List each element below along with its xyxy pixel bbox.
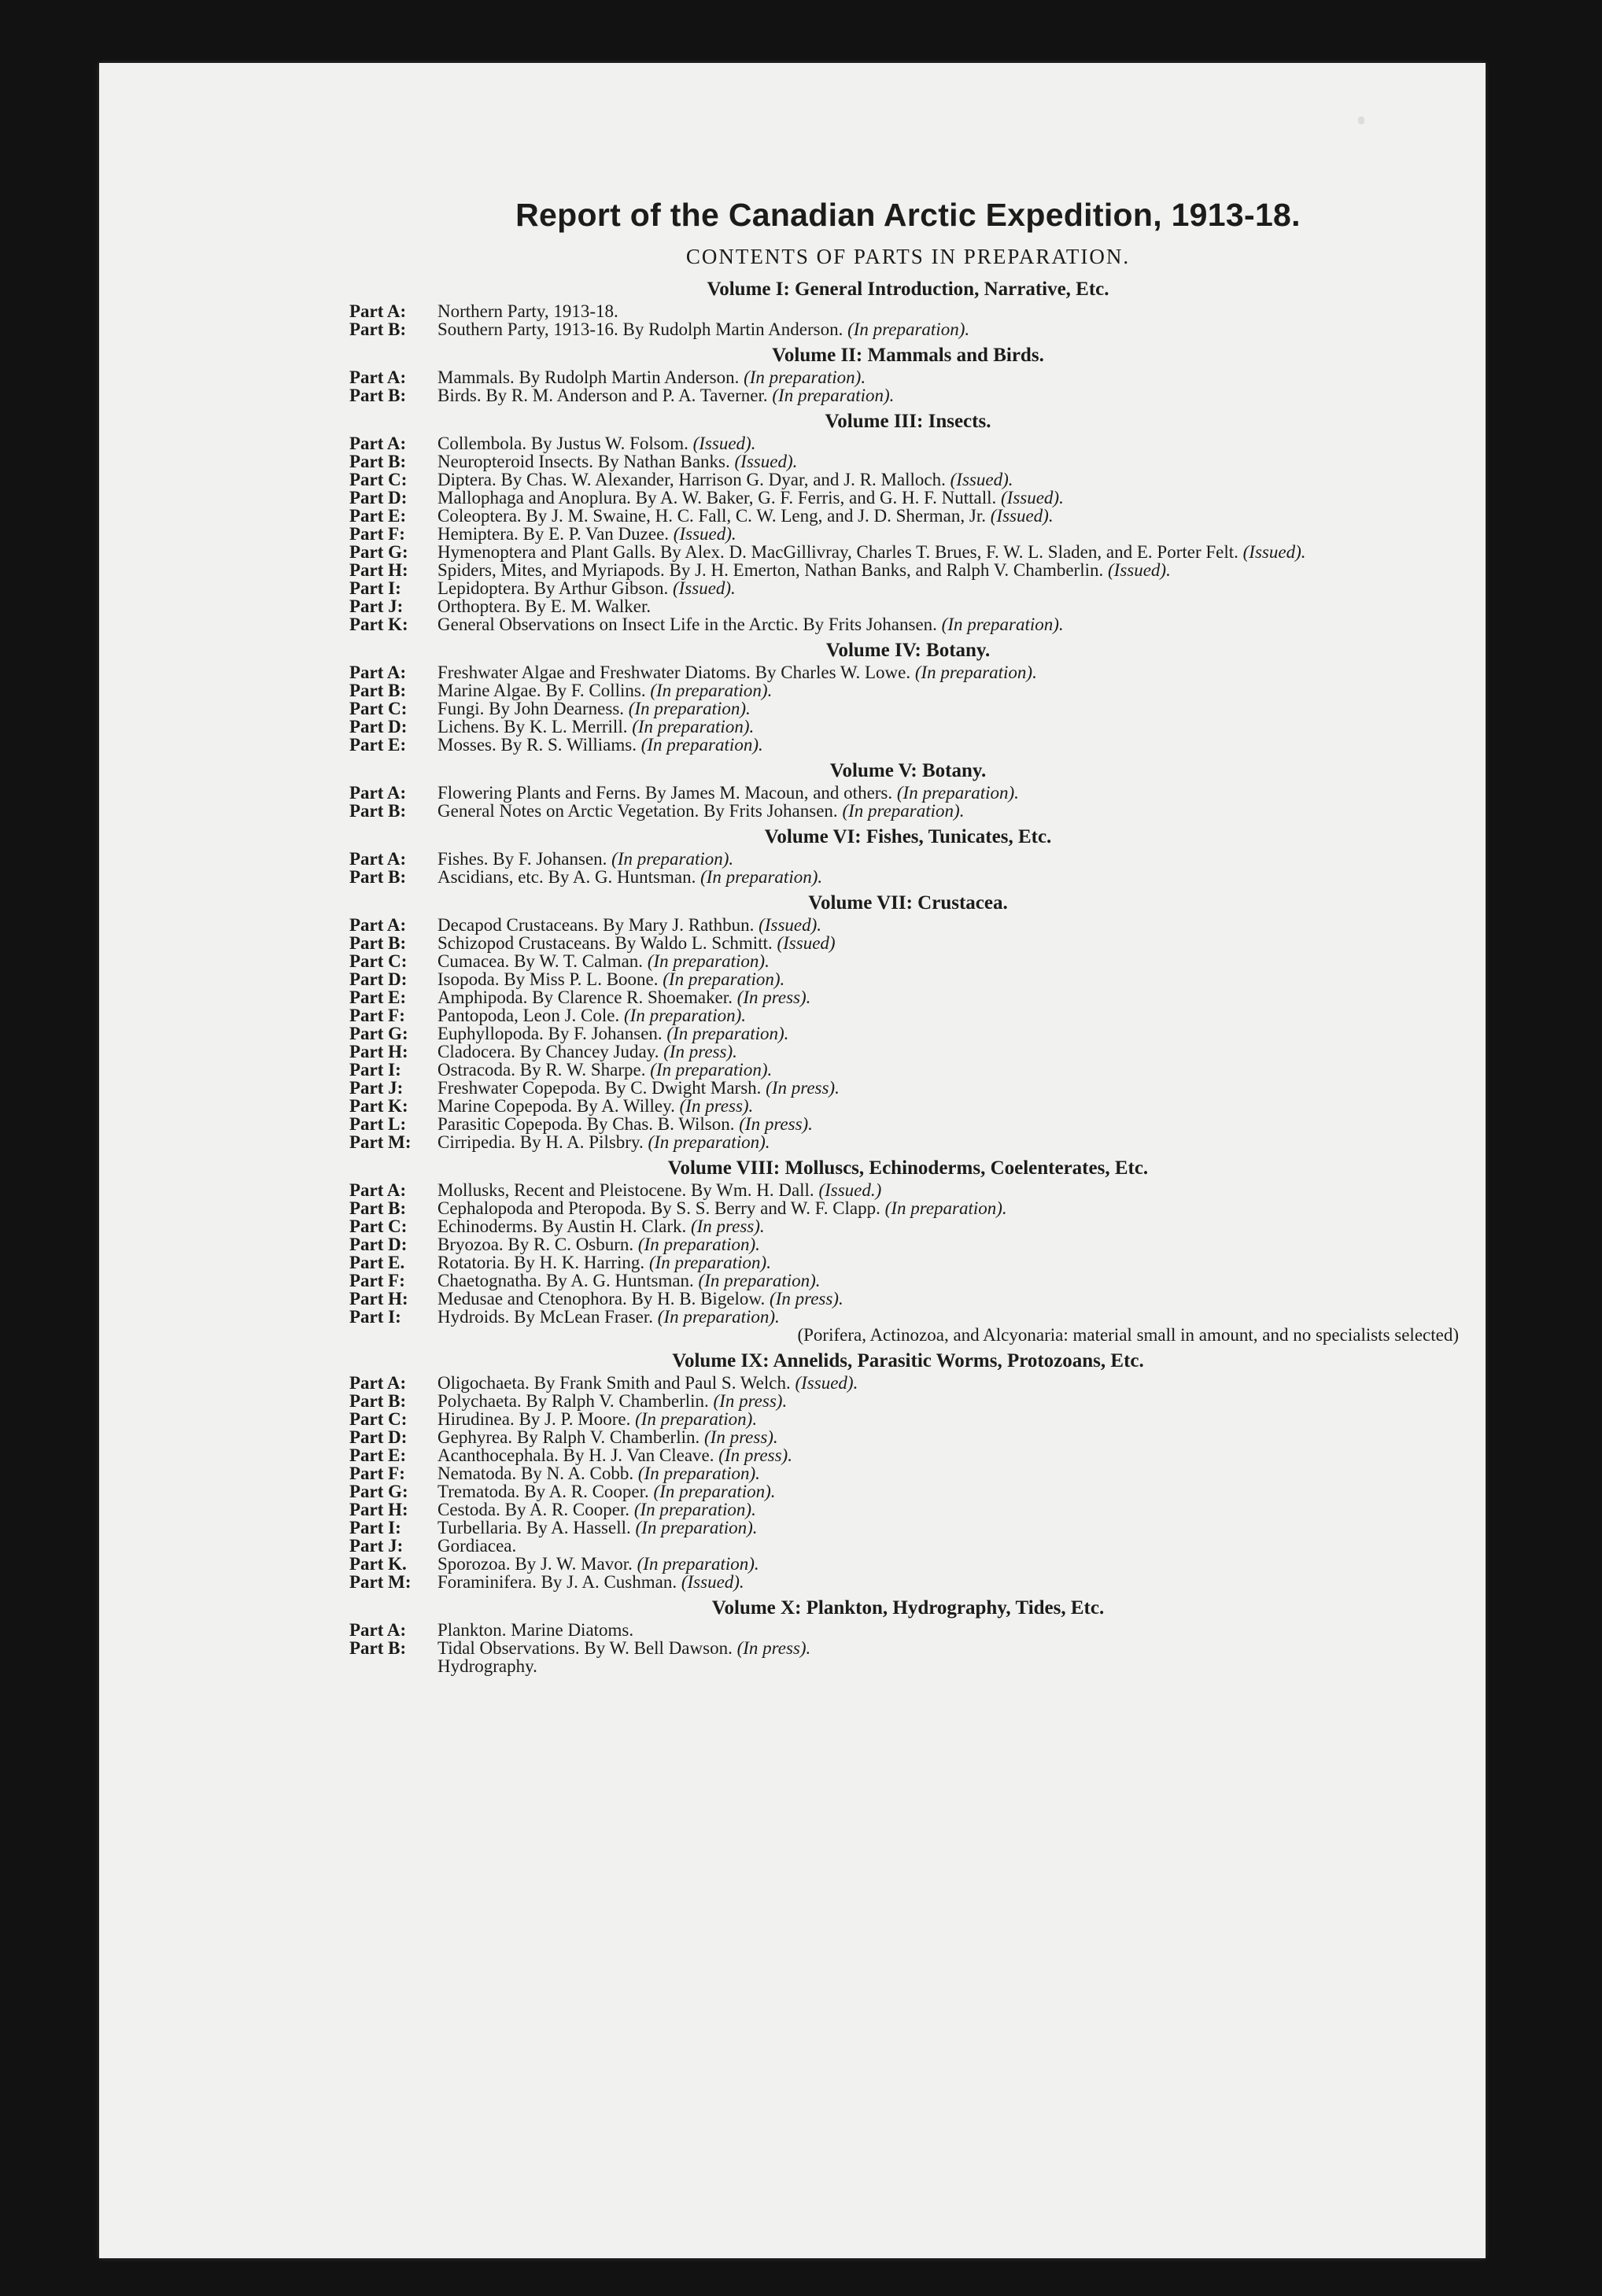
part-label: Part K: [349,615,408,634]
part-status: (In preparation). [635,1518,758,1537]
part-status: (In preparation). [648,1253,771,1272]
part-label: Part C: [349,699,408,718]
part-status: (In preparation). [896,783,1019,803]
part-label: Part I: [349,1060,401,1080]
part-entry [349,320,1467,338]
part-text: Spiders, Mites, and Myriapods. By J. H. Emerton, Nathan Banks, and Ralph V. Chamberlin. [437,560,1104,580]
part-status: (In preparation). [624,1006,747,1025]
part-label: Part K. [349,1554,407,1574]
part-entry [349,802,1467,820]
part-text: Neuropteroid Insects. By Nathan Banks. [437,452,730,471]
part-text: Trematoda. By A. R. Cooper. [437,1482,649,1501]
part-label: Part B: [349,681,407,700]
part-label: Part I: [349,578,401,598]
part-status: (In preparation). [663,969,785,989]
part-entry [349,489,1467,507]
part-entry [349,302,1467,320]
part-entry [349,615,1467,633]
part-entry [349,850,1467,868]
part-entry [349,386,1467,404]
part-label: Part J: [349,1078,404,1098]
part-text: Mollusks, Recent and Pleistocene. By Wm. H. Dall. [437,1180,814,1200]
part-label: Part H: [349,560,408,580]
part-label: Part H: [349,1289,408,1309]
part-label: Part A: [349,915,407,935]
part-text: Birds. By R. M. Anderson and P. A. Taverner. [437,386,768,405]
part-label: Part J: [349,596,404,616]
part-status: (In preparation). [640,735,763,755]
part-text: Tidal Observations. By W. Bell Dawson. [437,1638,733,1658]
volume-section [349,640,1467,754]
part-label: Part G: [349,1024,408,1043]
part-entry [349,597,1467,615]
part-status: (Issued). [950,470,1013,489]
part-text: Diptera. By Chas. W. Alexander, Harrison G. Dyar, and J. R. Malloch. [437,470,946,489]
part-entry [349,1639,1467,1675]
volume-heading: Volume VII: Crustacea. [808,892,1008,914]
part-status: (Issued). [673,524,736,544]
part-text: Hirudinea. By J. P. Moore. [437,1409,631,1429]
part-label: Part J: [349,1536,404,1556]
part-status: (In preparation). [744,367,866,387]
part-entry [349,970,1467,988]
volume-note: (Porifera, Actinozoa, and Alcyonaria: material small in amount, and no specialists selected) [797,1325,1459,1345]
part-status: (In press). [736,987,811,1007]
part-entry [349,1115,1467,1133]
part-entry [349,1217,1467,1235]
part-text: Echinoderms. By Austin H. Clark. [437,1216,687,1236]
part-entry [349,700,1467,718]
part-entry [349,434,1467,452]
part-text: Isopoda. By Miss P. L. Boone. [437,969,659,989]
part-entry [349,1410,1467,1428]
part-entry [349,452,1467,471]
part-entry [349,1272,1467,1290]
part-status: (In press). [770,1289,843,1309]
part-text: Plankton. Marine Diatoms. [437,1620,634,1640]
part-text: Parasitic Copepoda. By Chas. B. Wilson. [437,1114,735,1134]
part-label: Part H: [349,1500,408,1519]
part-entry [349,1024,1467,1043]
part-text: General Notes on Arctic Vegetation. By Frits Johansen. [437,801,838,821]
volume-section [349,892,1467,1151]
part-status: (In press). [679,1096,754,1116]
part-status: (In preparation). [842,801,965,821]
part-label: Part I: [349,1518,401,1537]
part-entry [349,681,1467,700]
part-text: Cirripedia. By H. A. Pilsbry. [437,1132,644,1152]
part-label: Part D: [349,717,408,736]
part-status: (In preparation). [653,1482,776,1501]
part-label: Part B: [349,867,407,887]
part-status: (In press). [663,1042,737,1061]
part-label: Part B: [349,452,407,471]
part-text: Polychaeta. By Ralph V. Chamberlin. [437,1391,709,1411]
part-status: (In preparation). [650,1060,773,1080]
part-entry [349,1482,1467,1501]
volume-section [349,279,1467,338]
part-label: Part F: [349,1271,405,1290]
part-label: Part D: [349,488,408,508]
part-text: Cestoda. By A. R. Cooper. [437,1500,630,1519]
document-page [99,63,1486,2258]
part-text: Mosses. By R. S. Williams. [437,735,637,755]
part-entry [349,1374,1467,1392]
part-text: Medusae and Ctenophora. By H. B. Bigelow. [437,1289,766,1309]
part-entry [349,525,1467,543]
part-entry [349,1253,1467,1272]
part-status: (Issued). [1001,488,1064,508]
part-label: Part I: [349,1307,401,1327]
part-text: Turbellaria. By A. Hassell. [437,1518,631,1537]
part-status: (In press). [766,1078,840,1098]
part-status: (Issued) [777,933,836,953]
contents-body [349,197,1467,1675]
part-text: Decapod Crustaceans. By Mary J. Rathbun. [437,915,755,935]
volume-heading: Volume I: General Introduction, Narrative, Etc. [707,279,1109,300]
part-entry [349,988,1467,1006]
part-text: Lepidoptera. By Arthur Gibson. [437,578,669,598]
part-label: Part D: [349,1427,408,1447]
volume-section [349,760,1467,820]
part-label: Part G: [349,1482,408,1501]
part-entry [349,868,1467,886]
part-entry [349,1573,1467,1591]
part-status: (In press). [690,1216,765,1236]
part-entry [349,543,1467,561]
part-entry [349,1235,1467,1253]
part-entry [349,718,1467,736]
part-entry [349,1537,1467,1555]
part-status: (In preparation). [941,615,1064,634]
part-text: Sporozoa. By J. W. Mavor. [437,1554,633,1574]
part-status: (In preparation). [700,867,823,887]
volume-list [349,279,1467,1675]
part-label: Part E. [349,1253,405,1272]
part-entry [349,1061,1467,1079]
part-label: Part C: [349,1409,408,1429]
part-entry [349,916,1467,934]
part-status: (Issued). [759,915,822,935]
part-entry [349,1290,1467,1308]
volume-heading: Volume IX: Annelids, Parasitic Worms, Protozoans, Etc. [672,1350,1144,1371]
part-entry [349,1621,1467,1639]
part-status: (In preparation). [650,681,773,700]
part-label: Part E: [349,735,407,755]
part-text: Marine Copepoda. By A. Willey. [437,1096,675,1116]
part-text: Cephalopoda and Pteropoda. By S. S. Berry and W. F. Clapp. [437,1198,880,1218]
part-entry [349,1006,1467,1024]
part-text: Schizopod Crustaceans. By Waldo L. Schmitt. [437,933,773,953]
part-text: Bryozoa. By R. C. Osburn. [437,1235,634,1254]
part-label: Part C: [349,951,408,971]
part-label: Part A: [349,434,407,453]
part-label: Part C: [349,1216,408,1236]
part-entry [349,1199,1467,1217]
part-status: (In press). [739,1114,813,1134]
part-status: (In preparation). [633,1500,756,1519]
part-status: (Issued). [795,1373,858,1393]
part-text: Euphyllopoda. By F. Johansen. [437,1024,663,1043]
part-text: Cumacea. By W. T. Calman. [437,951,644,971]
volume-heading: Volume V: Botany. [829,760,987,781]
part-text: Freshwater Copepoda. By C. Dwight Marsh. [437,1078,762,1098]
part-label: Part E: [349,987,407,1007]
part-status: (Issued). [692,434,756,453]
volume-heading: Volume VIII: Molluscs, Echinoderms, Coelenterates, Etc. [667,1157,1149,1179]
part-text: Nematoda. By N. A. Cobb. [437,1464,634,1483]
part-status: (In press). [713,1391,788,1411]
part-status: (In preparation). [666,1024,789,1043]
part-text: Oligochaeta. By Frank Smith and Paul S. Welch. [437,1373,791,1393]
part-status: (In preparation). [884,1198,1007,1218]
part-text: Hymenoptera and Plant Galls. By Alex. D. MacGillivray, Charles T. Brues, F. W. L. Sladen, and E. Porter Felt. [437,542,1238,562]
part-entry [349,471,1467,489]
part-text: Acanthocephala. By H. J. Van Cleave. [437,1445,714,1465]
part-entry [349,561,1467,579]
volume-section [349,345,1467,404]
part-entry [349,1519,1467,1537]
part-label: Part A: [349,1373,407,1393]
part-entry [349,1446,1467,1464]
part-text: Marine Algae. By F. Collins. [437,681,646,700]
part-label: Part B: [349,386,407,405]
part-text: Fishes. By F. Johansen. [437,849,607,869]
part-status: (In preparation). [772,386,895,405]
volume-heading: Volume VI: Fishes, Tunicates, Etc. [764,826,1052,847]
part-label: Part F: [349,1464,405,1483]
part-label: Part B: [349,933,407,953]
part-status: (In preparation). [628,699,751,718]
part-status: (In preparation). [611,849,734,869]
part-status: (Issued). [734,452,798,471]
document-subtitle: CONTENTS OF PARTS IN PREPARATION. [685,245,1131,268]
part-text: General Observations on Insect Life in the Arctic. By Frits Johansen. [437,615,937,634]
part-status: (In preparation). [914,663,1037,682]
volume-section [349,826,1467,886]
part-label: Part D: [349,969,408,989]
part-text: Hemiptera. By E. P. Van Duzee. [437,524,670,544]
part-text: Gordiacea. [437,1536,517,1556]
part-status: (In preparation). [648,1132,770,1152]
part-label: Part D: [349,1235,408,1254]
part-label: Part E: [349,1445,407,1465]
volume-section [349,1157,1467,1344]
part-entry [349,1428,1467,1446]
part-status: (Issued.) [818,1180,882,1200]
part-extra: Hydrography. [437,1656,537,1676]
part-status: (In preparation). [657,1307,780,1327]
part-label: Part G: [349,542,408,562]
part-status: (Issued). [990,506,1054,526]
part-text: Mallophaga and Anoplura. By A. W. Baker, G. F. Ferris, and G. H. F. Nuttall. [437,488,997,508]
volume-section [349,1350,1467,1591]
part-status: (In preparation). [635,1409,758,1429]
part-label: Part A: [349,783,407,803]
volume-section [349,411,1467,633]
part-entry [349,1308,1467,1326]
part-text: Ascidians, etc. By A. G. Huntsman. [437,867,696,887]
part-status: (In preparation). [637,1464,760,1483]
part-status: (In preparation). [698,1271,821,1290]
part-entry [349,934,1467,952]
part-label: Part B: [349,319,407,339]
part-status: (In preparation). [847,319,970,339]
part-entry [349,507,1467,525]
part-text: Ostracoda. By R. W. Sharpe. [437,1060,646,1080]
volume-heading: Volume II: Mammals and Birds. [772,345,1044,366]
part-status: (In preparation). [637,1235,760,1254]
part-entry [349,1043,1467,1061]
part-text: Foraminifera. By J. A. Cushman. [437,1572,677,1592]
part-status: (Issued). [1242,542,1306,562]
part-status: (In press). [718,1445,792,1465]
part-entry [349,1181,1467,1199]
part-text: Fungi. By John Dearness. [437,699,625,718]
volume-section [349,1597,1467,1675]
part-entry [349,784,1467,802]
volume-heading: Volume X: Plankton, Hydrography, Tides, Etc. [711,1597,1105,1619]
part-label: Part A: [349,367,407,387]
part-label: Part A: [349,1620,407,1640]
part-text: Flowering Plants and Ferns. By James M. Macoun, and others. [437,783,893,803]
part-text: Coleoptera. By J. M. Swaine, H. C. Fall, C. W. Leng, and J. D. Sherman, Jr. [437,506,986,526]
part-entry [349,579,1467,597]
part-text: Northern Party, 1913-18. [437,301,618,321]
part-label: Part F: [349,1006,405,1025]
part-status: (In preparation). [632,717,755,736]
part-label: Part M: [349,1572,412,1592]
part-text: Rotatoria. By H. K. Harring. [437,1253,645,1272]
part-entry [349,736,1467,754]
part-label: Part A: [349,663,407,682]
part-status: (In preparation). [647,951,770,971]
part-entry [349,1133,1467,1151]
part-entry [349,1555,1467,1573]
part-label: Part B: [349,1198,407,1218]
part-text: Mammals. By Rudolph Martin Anderson. [437,367,740,387]
part-text: Collembola. By Justus W. Folsom. [437,434,688,453]
part-label: Part A: [349,849,407,869]
part-text: Orthoptera. By E. M. Walker. [437,596,652,616]
part-status: (Issued). [1108,560,1171,580]
part-label: Part F: [349,524,405,544]
part-entry [349,1501,1467,1519]
part-label: Part K: [349,1096,408,1116]
part-label: Part B: [349,1638,407,1658]
part-label: Part A: [349,1180,407,1200]
part-status: (In press). [736,1638,811,1658]
part-label: Part H: [349,1042,408,1061]
part-entry [349,1079,1467,1097]
part-status: (In preparation). [637,1554,759,1574]
part-entry [349,368,1467,386]
part-status: (In press). [704,1427,778,1447]
part-entry [349,1097,1467,1115]
part-label: Part B: [349,1391,407,1411]
part-text: Freshwater Algae and Freshwater Diatoms. By Charles W. Lowe. [437,663,911,682]
part-label: Part C: [349,470,408,489]
part-entry [349,663,1467,681]
part-text: Chaetognatha. By A. G. Huntsman. [437,1271,694,1290]
part-text: Cladocera. By Chancey Juday. [437,1042,659,1061]
page-speck [1358,116,1364,124]
part-text: Amphipoda. By Clarence R. Shoemaker. [437,987,733,1007]
part-text: Lichens. By K. L. Merrill. [437,717,628,736]
document-title: Report of the Canadian Arctic Expedition, 1913-18. [515,197,1301,233]
part-text: Pantopoda, Leon J. Cole. [437,1006,620,1025]
part-label: Part E: [349,506,407,526]
part-text: Southern Party, 1913-16. By Rudolph Martin Anderson. [437,319,843,339]
volume-heading: Volume IV: Botany. [825,640,991,661]
part-text: Gephyrea. By Ralph V. Chamberlin. [437,1427,700,1447]
part-label: Part M: [349,1132,412,1152]
part-status: (Issued). [672,578,736,598]
part-label: Part L: [349,1114,407,1134]
part-status: (Issued). [681,1572,744,1592]
part-label: Part A: [349,301,407,321]
volume-heading: Volume III: Insects. [825,411,991,432]
part-label: Part B: [349,801,407,821]
part-entry [349,1464,1467,1482]
part-entry [349,1392,1467,1410]
part-text: Hydroids. By McLean Fraser. [437,1307,654,1327]
part-entry [349,952,1467,970]
